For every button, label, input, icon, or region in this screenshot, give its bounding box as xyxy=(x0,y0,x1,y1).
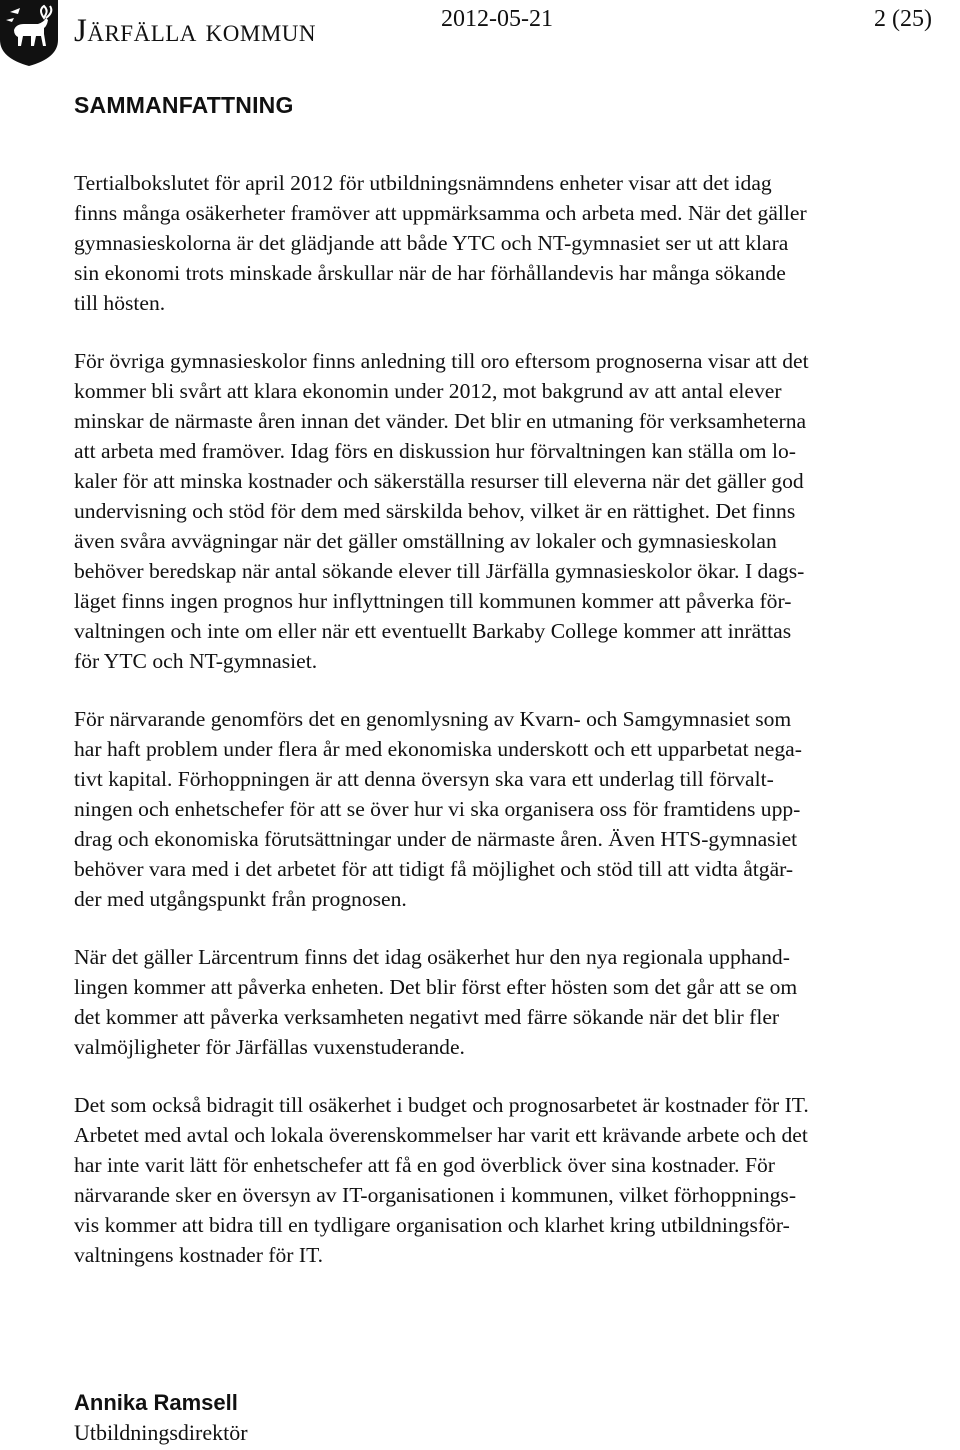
paragraph: Det som också bidragit till osäkerhet i budget och prognosarbetet är kostnader för IT. Arbetet med avtal och lokala överenskommelser har varit ett krävande arbete och det har inte varit lätt för enhetschefer att få en god överblick över sina kostnader. För närvarande sker en översyn av IT-organisationen i kommunen, vilket förhoppnings- vis kommer att bidra till en tydligare organisation och klarhet kring utbildningsför- valtningens kostnader för IT. xyxy=(74,1093,809,1267)
signature-title: Utbildningsdirektör xyxy=(74,1420,248,1445)
signature-name: Annika Ramsell xyxy=(74,1390,238,1415)
document-body xyxy=(74,168,958,1298)
paragraph: För övriga gymnasieskolor finns anledning till oro eftersom prognoserna visar att det kommer bli svårt att klara ekonomin under 2012, mot bakgrund av att antal elever minskar de närmaste åren innan det vänder. Det blir en utmaning för verksamheterna att arbeta med framöver. Idag förs en diskussion hur förvaltningen kan ställa om lo- kaler för att minska kostnader och säkerställa resurser till eleverna när det gäller god undervisning och stöd för dem med särskilda behov, vilket är en rättighet. Det finns även svåra avvägningar när det gäller omställning av lokaler och gymnasieskolan behöver beredskap när antal sökande elever till Järfälla gymnasieskolor ökar. I dags- läget finns ingen prognos hur inflyttningen till kommunen kommer att påverka för- valtningen och inte om eller när ett eventuellt Barkaby College kommer att inrättas för YTC och NT-gymnasiet. xyxy=(74,349,809,673)
paragraph: När det gäller Lärcentrum finns det idag osäkerhet hur den nya regionala upphand- lingen kommer att påverka enheten. Det blir först efter hösten som det går att se om det kommer att påverka verksamheten negativt med färre sökande när det blir fler valmöjligheter för Järfällas vuxenstuderande. xyxy=(74,945,798,1059)
document-date: 2012-05-21 xyxy=(441,6,553,32)
paragraph: För närvarande genomförs det en genomlysning av Kvarn- och Samgymnasiet som har haft problem under flera år med ekonomiska underskott och ett upparbetat nega- tivt kapital. Förhoppningen är att denna översyn ska vara ett underlag till förvalt- ningen och enhetschefer för att se över hur vi ska organisera oss för framtidens upp- drag och ekonomiska förutsättningar under de närmaste åren. Även HTS-gymnasiet behöver vara med i det arbetet för att tidigt få möjlighet och stöd till att vidta åtgär- der med utgångspunkt från prognosen. xyxy=(74,707,802,911)
paragraph: Tertialbokslutet för april 2012 för utbildningsnämndens enheter visar att det idag finns många osäkerheter framöver att uppmärksamma och arbeta med. När det gäller gymnasieskolorna är det glädjande att både YTC och NT-gymnasiet ser ut att klara sin ekonomi trots minskade årskullar när de har förhållandevis har många sökande till hösten. xyxy=(74,171,807,315)
document-heading: SAMMANFATTNING xyxy=(74,92,294,118)
page-header xyxy=(0,0,960,70)
ram-emblem-icon xyxy=(0,0,62,66)
emblem-shield xyxy=(0,0,62,66)
logo-text: Järfälla kommun xyxy=(74,13,316,49)
page-number: 2 (25) xyxy=(874,6,932,32)
signature-block xyxy=(74,1388,248,1448)
